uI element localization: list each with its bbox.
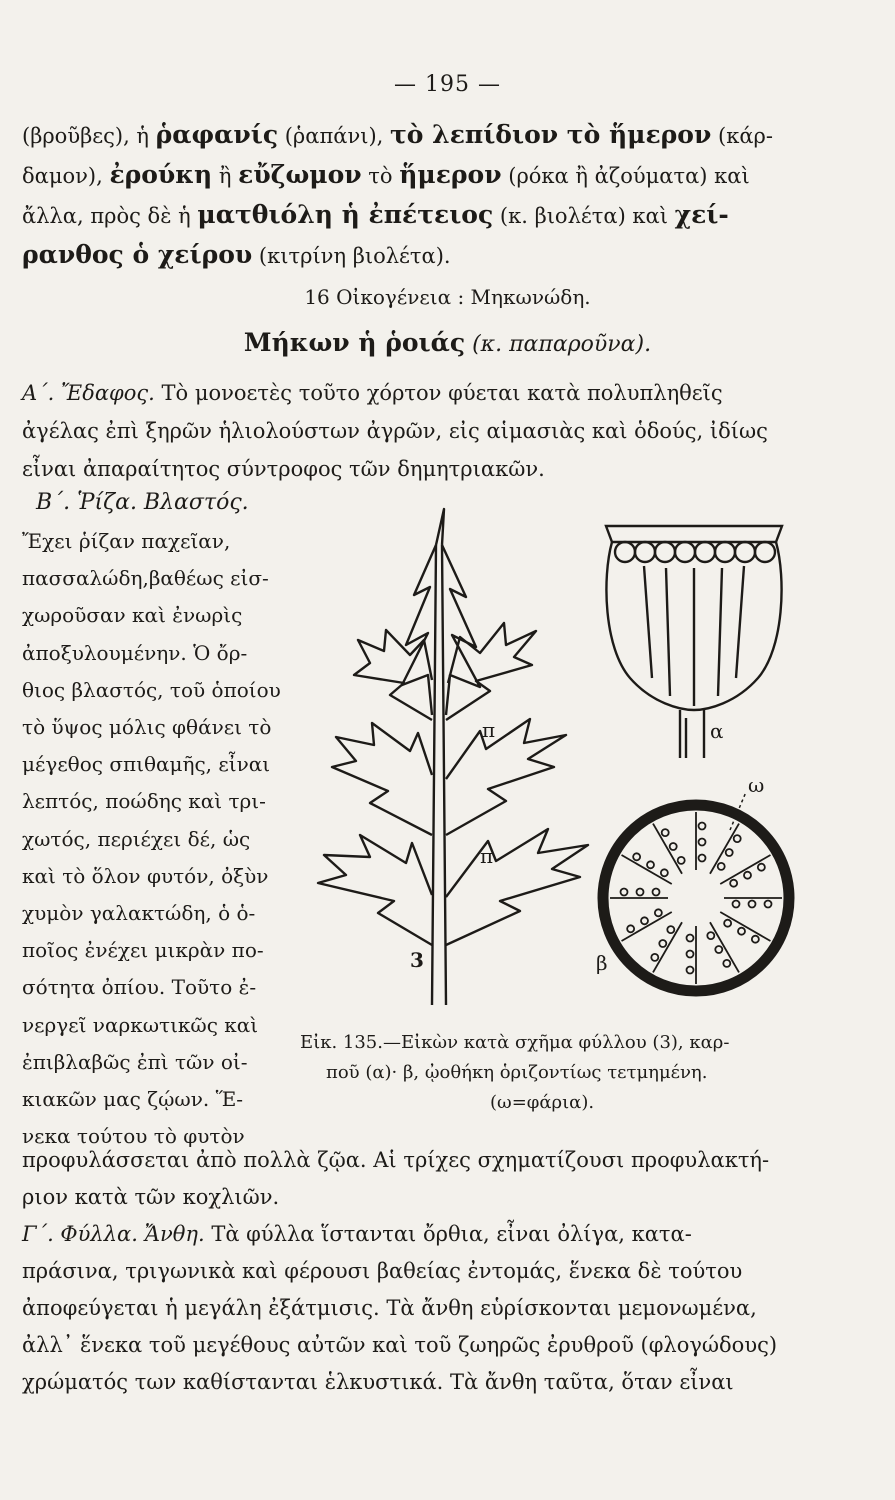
column-line: χωροῦσαν καὶ ἐνωρὶς: [22, 603, 243, 628]
seed-mark: [687, 967, 694, 974]
seed-mark: [655, 909, 662, 916]
seed-mark: [718, 863, 725, 870]
capsule-figure: [600, 518, 790, 763]
seed-mark: [659, 940, 666, 947]
seed-mark: [765, 901, 772, 908]
leaf-figure: [310, 505, 600, 1010]
seed-mark: [699, 839, 706, 846]
capsule-ring-circle: [635, 542, 655, 562]
cross-section-label: β: [596, 951, 608, 975]
seed-mark: [752, 936, 759, 943]
text-line: [22, 1256, 832, 1286]
column-line: χυμὸν γαλακτώδη, ὁ ὁ-: [22, 901, 256, 925]
seed-mark: [699, 855, 706, 862]
seed-mark: [678, 857, 685, 864]
family-heading: 16 Οἰκογένεια : Μηκωνώδη.: [304, 285, 591, 309]
text-run: ἐρούκη: [109, 160, 213, 189]
seed-mark: [758, 864, 765, 871]
species-common-name: (κ. παπαροῦνα).: [465, 332, 652, 357]
text-run: ἢ: [212, 164, 239, 188]
seed-mark: [651, 954, 658, 961]
capsule-ring-circle: [655, 542, 675, 562]
text-line: [22, 1145, 832, 1175]
column-line: ἀποξυλουμένην. Ὁ ὄρ-: [22, 640, 248, 665]
text-run: (κιτρίνη βιολέτα).: [252, 244, 451, 268]
text-line: [22, 416, 832, 446]
column-line: σότητα ὀπίου. Τοῦτο ἐ-: [22, 975, 257, 1000]
text-line: [22, 1293, 832, 1323]
column-line: ποῖος ἐνέχει μικρὰν πο-: [22, 938, 264, 963]
text-run: τὸ λεπίδιον τὸ ἥμερον: [389, 120, 712, 149]
text-line: [22, 120, 832, 151]
seed-mark: [637, 889, 644, 896]
text-run: ἀλλ᾽ ἕνεκα τοῦ μεγέθους αὐτῶν καὶ τοῦ ζωηρῶς ἐρυθροῦ (φλογώδους): [22, 1333, 778, 1357]
text-run: (ῥαπάνι),: [278, 124, 390, 148]
text-run: Ἔδαφος.: [61, 381, 155, 405]
seed-mark: [667, 926, 674, 933]
cross-section-figure: [596, 780, 806, 1000]
capsule-label: α: [710, 719, 724, 743]
text-run: πράσινα, τριγωνικὰ καὶ φέρουσι βαθείας ἐντομάς, ἕνεκα δὲ τούτου: [22, 1259, 743, 1283]
column-line: Ἔχει ῥίζαν παχεῖαν,: [22, 529, 231, 553]
text-line: [22, 1367, 832, 1397]
text-run: τὸ: [361, 164, 400, 188]
text-line: [22, 1330, 832, 1360]
seed-mark: [715, 946, 722, 953]
column-line: νεργεῖ ναρκωτικῶς καὶ: [22, 1012, 259, 1037]
text-run: (ρόκα ἢ ἀζούματα) καὶ: [501, 164, 750, 188]
seed-mark: [687, 935, 694, 942]
text-run: εὔζωμον: [238, 160, 362, 189]
seed-mark: [647, 861, 654, 868]
text-run: ἥμερον: [399, 160, 502, 189]
text-line: [22, 1219, 832, 1249]
text-run: ἀποφεύγεται ἡ μεγάλη ἐξάτμισις. Τὰ ἄνθη εὑρίσκονται μεμονωμένα,: [22, 1296, 757, 1320]
column-line: χωτός, περιέχει δέ, ὡς: [22, 826, 251, 851]
text-run: ματθιόλη ἡ ἐπέτειος: [197, 200, 494, 229]
column-line: λεπτός, ποώδης καὶ τρι-: [22, 789, 266, 814]
text-run: ἄλλα, πρὸς δὲ ἡ: [22, 204, 198, 228]
seed-mark: [653, 889, 660, 896]
seed-mark: [641, 917, 648, 924]
text-run: Γ΄. Φύλλα.: [22, 1222, 145, 1246]
seed-mark: [670, 843, 677, 850]
column-line: κιακῶν μας ζῴων. Ἕ-: [22, 1087, 244, 1111]
text-run: δαμον),: [22, 164, 110, 188]
capsule-ring-circle: [615, 542, 635, 562]
text-run: ρανθος ὁ χείρου: [22, 240, 253, 269]
text-run: ῥαφανίς: [155, 120, 279, 149]
text-line: [22, 1182, 832, 1212]
text-run: Τὸ μονοετὲς τοῦτο χόρτον φύεται κατὰ πολυπληθεῖς: [154, 381, 723, 405]
seed-mark: [730, 880, 737, 887]
capsule-ring-circle: [755, 542, 775, 562]
text-run: ἀγέλας ἐπὶ ξηρῶν ἡλιολούστων ἀγρῶν, εἰς αἱμασιὰς καὶ ὁδούς, ἰδίως: [22, 419, 768, 443]
seed-mark: [723, 960, 730, 967]
column-line: μέγεθος σπιθαμῆς, εἶναι: [22, 752, 271, 777]
species-heading: [0, 328, 895, 357]
text-run: χεί-: [674, 200, 729, 229]
seed-mark: [661, 869, 668, 876]
column-line: νεκα τούτου τὸ φυτὸν: [22, 1124, 245, 1149]
capsule-ring-circle: [715, 542, 735, 562]
text-run: Τὰ φύλλα ἵστανται ὄρθια, εἶναι ὀλίγα, κατα-: [204, 1222, 692, 1246]
capsule-ring-circle: [735, 542, 755, 562]
seed-mark: [733, 901, 740, 908]
species-name: Μήκων ἡ ῥοιάς: [243, 328, 466, 357]
caption-line: (ω=φάρια).: [490, 1092, 595, 1113]
seed-mark: [662, 829, 669, 836]
text-run: ριον κατὰ τῶν κοχλιῶν.: [22, 1185, 280, 1209]
text-run: (βροῦβες), ἡ: [22, 124, 156, 148]
seed-mark: [699, 823, 706, 830]
column-line: πασσαλώδη,βαθέως εἰσ-: [22, 566, 269, 591]
column-line: καὶ τὸ ὅλον φυτόν, ὀξὺν: [22, 863, 269, 888]
leaf-label-number: 3: [410, 948, 424, 972]
leaf-label-node-2: π: [480, 844, 494, 868]
text-run: προφυλάσσεται ἀπὸ πολλὰ ζῷα. Αἱ τρίχες σχηματίζουσι προφυλακτή-: [22, 1148, 770, 1172]
text-line: [22, 240, 832, 271]
text-run: (κάρ-: [711, 124, 773, 148]
seed-mark: [687, 951, 694, 958]
text-run: εἶναι ἀπαραίτητος σύντροφος τῶν δημητριακῶν.: [22, 457, 545, 481]
seed-mark: [734, 835, 741, 842]
seed-mark: [627, 925, 634, 932]
seed-mark: [738, 928, 745, 935]
caption-line: Εἰκ. 135.—Εἰκὼν κατὰ σχῆμα φύλλου (3), καρ-: [300, 1032, 730, 1053]
text-line: [22, 160, 832, 191]
text-run: (κ. βιολέτα) καὶ: [493, 204, 675, 228]
capsule-ring-circle: [675, 542, 695, 562]
text-run: χρώματός των καθίστανται ἑλκυστικά. Τὰ ἄνθη ταῦτα, ὅταν εἶναι: [22, 1370, 734, 1394]
seed-mark: [707, 932, 714, 939]
seed-mark: [744, 872, 751, 879]
pore-label: ω: [748, 780, 765, 797]
seed-mark: [621, 889, 628, 896]
column-line: θιος βλαστός, τοῦ ὁποίου: [22, 677, 281, 702]
text-line: [22, 200, 832, 231]
seed-mark: [726, 849, 733, 856]
page-number: — 195 —: [394, 72, 501, 97]
section-b-heading: Β΄. Ῥίζα. Βλαστός.: [36, 490, 249, 515]
text-run: Ἄνθη.: [144, 1222, 205, 1246]
text-line: [22, 454, 832, 484]
text-line: [22, 378, 832, 408]
seed-mark: [749, 901, 756, 908]
leaf-label-node-1: π: [482, 718, 496, 742]
column-line: τὸ ὕψος μόλις φθάνει τὸ: [22, 715, 272, 739]
capsule-ring-circle: [695, 542, 715, 562]
seed-mark: [724, 920, 731, 927]
seed-mark: [633, 853, 640, 860]
caption-line: ποῦ (α)· β, ᾠοθήκη ὁριζοντίως τετμημένη.: [326, 1062, 708, 1083]
text-run: Α΄.: [22, 381, 62, 405]
column-line: ἐπιβλαβῶς ἐπὶ τῶν οἰ-: [22, 1049, 248, 1074]
